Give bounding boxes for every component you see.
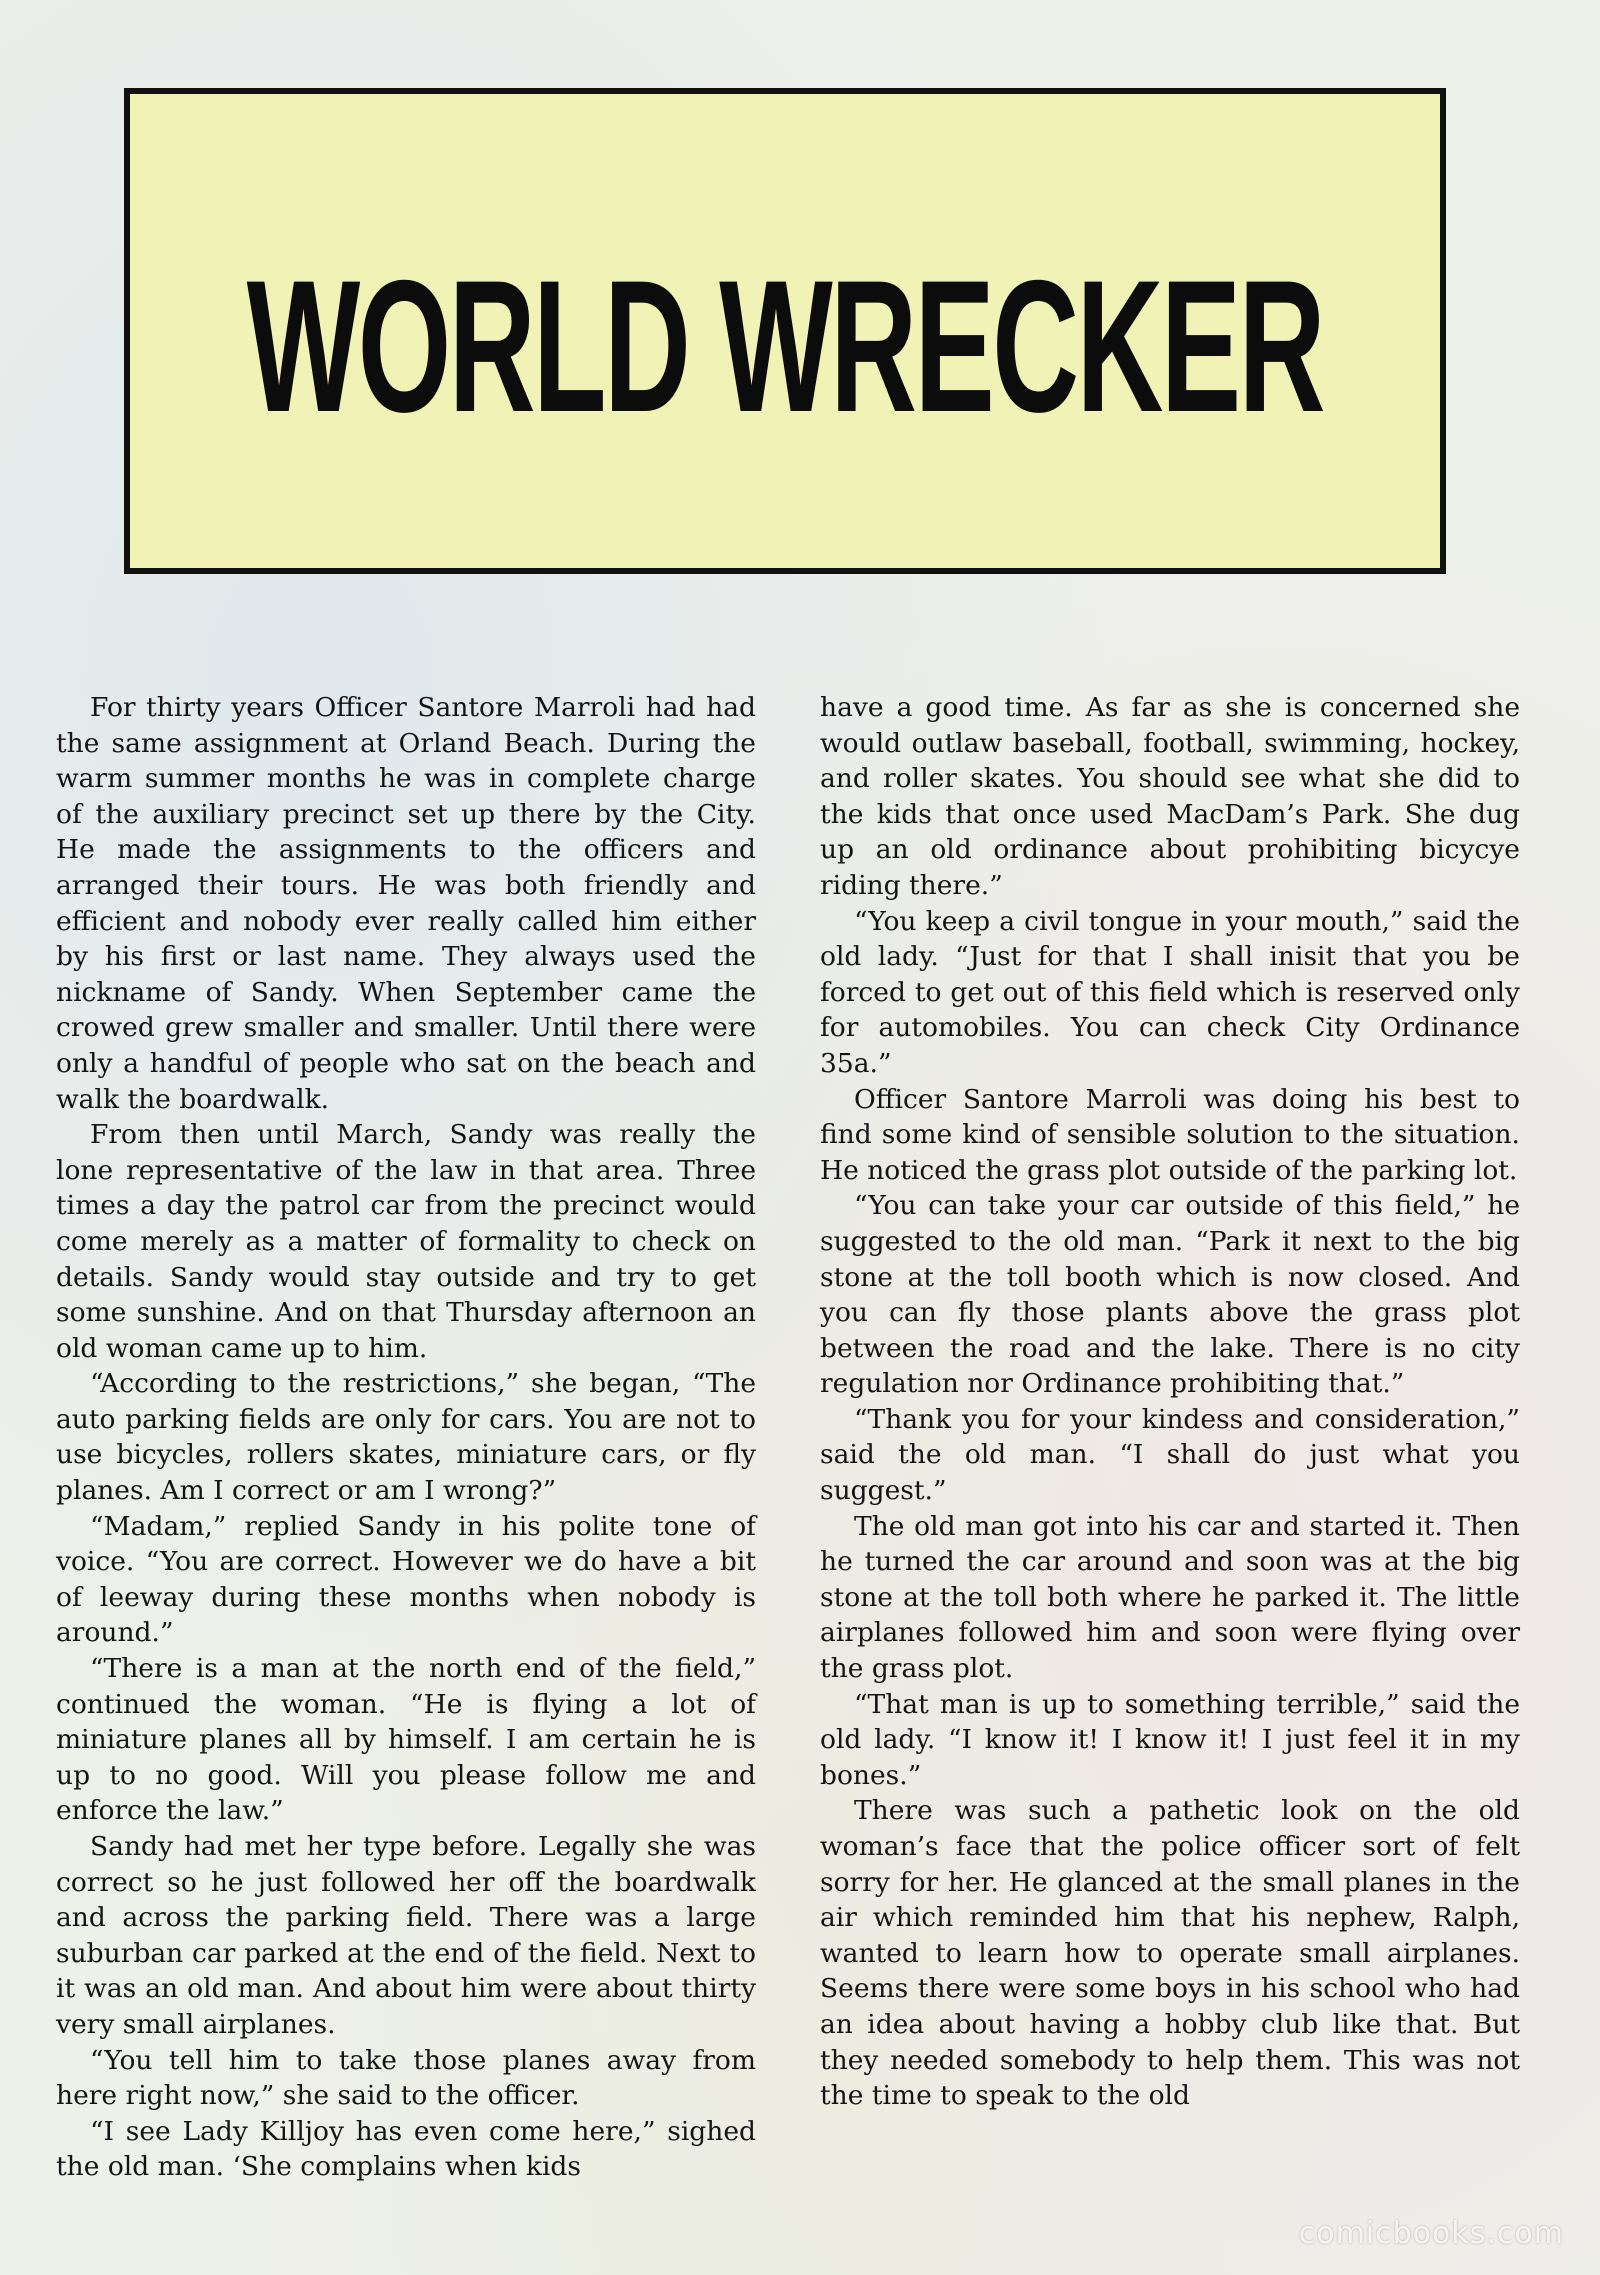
story-title: WORLD WRECKER [246, 241, 1324, 451]
paragraph: There was such a pathetic look on the old woman’s face that the police officer sort of felt sorry for her. He glanced at the small planes in the air which reminded him that his nephew, Ralph, wanted to learn how to operate small airplanes. Seems there were some boys in his school who had an idea about having a hobby club like that. But they needed somebody to help them. This was not the time to speak to the old [820, 1795, 1520, 2112]
paragraph: “You tell him to take those planes away from here right now,” she said to the officer. [56, 2044, 756, 2112]
watermark-text: comicbooks.com [1298, 2216, 1564, 2251]
paragraph: The old man got into his car and started it. Then he turned the car around and soon was at the big stone at the toll both where he parked it. The little airplanes followed him and soon were flying over the grass plot. [820, 1510, 1520, 1685]
paragraph: Officer Santore Marroli was doing his best to find some kind of sensible solution to the situation. He noticed the grass plot outside of the parking lot. [820, 1083, 1520, 1186]
paragraph: For thirty years Officer Santore Marroli had had the same assignment at Orland Beach. During the warm summer months he was in complete charge of the auxiliary precinct set up there by the City. He made the assignments to the officers and arranged their tours. He was both friendly and efficient and nobody ever really called him either by his first or last name. They always used the nickname of Sandy. When September came the crowed grew smaller and smaller. Until there were only a handful of people who sat on the beach and walk the boardwalk. [56, 692, 756, 1115]
paragraph: “There is a man at the north end of the field,” continued the woman. “He is flying a lot of miniature planes all by himself. I am certain he is up to no good. Will you please follow me and enforce the law.” [56, 1653, 756, 1827]
paragraph: “That man is up to something terrible,” said the old lady. “I know it! I know it! I just feel it in my bones.” [820, 1688, 1520, 1791]
paragraph: “You keep a civil tongue in your mouth,” said the old lady. “Just for that I shall inisit that you be forced to get out of this field which is reserved only for automobiles. You can check City Ordinance 35a.” [820, 905, 1520, 1079]
paragraph: “Madam,” replied Sandy in his polite tone of voice. “You are correct. However we do have a bit of leeway during these months when nobody is around.” [56, 1510, 756, 1649]
text-column-right [820, 690, 1520, 2114]
paragraph: “According to the restrictions,” she began, “The auto parking fields are only for cars. You are not to use bicycles, rollers skates, miniature cars, or fly planes. Am I correct or am I wrong?” [56, 1368, 756, 1507]
paragraph-continuation: have a good time. As far as she is concerned she would outlaw baseball, football, swimming, hockey, and roller skates. You should see what she did to the kids that once used MacDam’s Park. She dug up an old ordinance about prohibiting bicycye riding there.” [820, 692, 1520, 901]
paragraph: “Thank you for your kindess and consideration,” said the old man. “I shall do just what you suggest.” [820, 1403, 1520, 1507]
paragraph: “I see Lady Killjoy has even come here,” sighed the old man. ‘She complains when kids [56, 2115, 756, 2183]
text-column-left [56, 690, 756, 2185]
title-box [124, 88, 1446, 574]
paragraph: Sandy had met her type before. Legally she was correct so he just followed her off the boardwalk and across the parking field. There was a large suburban car parked at the end of the field. Next to it was an old man. And about him were about thirty very small airplanes. [56, 1831, 756, 2040]
paragraph: “You can take your car outside of this field,” he suggested to the old man. “Park it next to the big stone at the toll booth which is now closed. And you can fly those plants above the grass plot between the road and the lake. There is no city regulation nor Ordinance prohibiting that.” [820, 1190, 1520, 1400]
paragraph: From then until March, Sandy was really the lone representative of the law in that area. Three times a day the patrol car from the precinct would come merely as a matter of formality to check on details. Sandy would stay outside and try to get some sunshine. And on that Thursday afternoon an old woman came up to him. [56, 1119, 756, 1364]
